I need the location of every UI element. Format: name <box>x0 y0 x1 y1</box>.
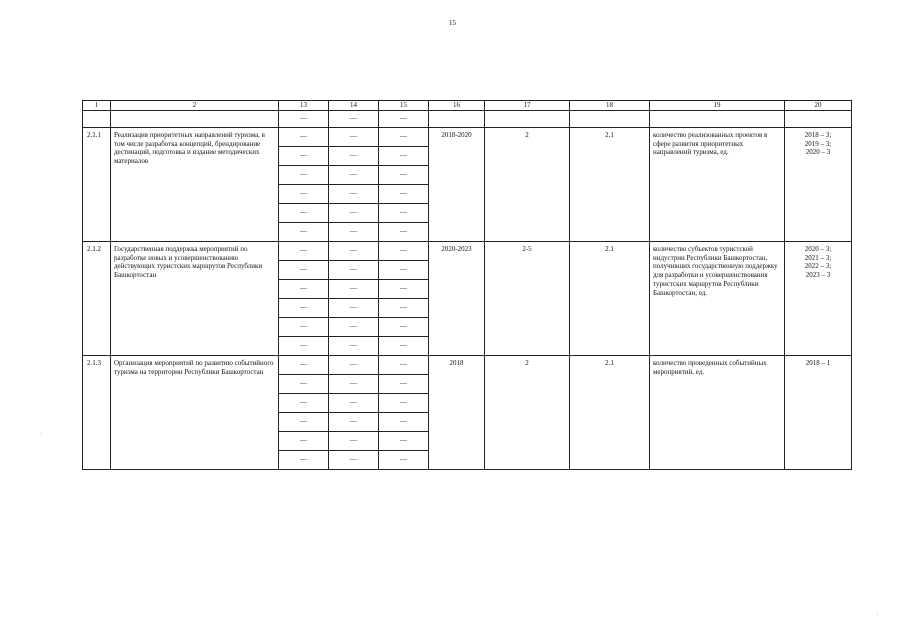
dash-cell: — <box>279 450 329 469</box>
item-col-18: 2.1 <box>570 127 650 241</box>
dash-cell: — <box>329 374 379 393</box>
dash-cell: — <box>279 336 329 355</box>
item-name: Государственная поддержка мероприятий по разработке новых и усовершенствованию действующих туристских маршрутов Республики Башкортостан <box>111 241 279 355</box>
dash-cell: — <box>379 317 429 336</box>
item-number: 2.1.2 <box>83 241 111 355</box>
dash-cell: — <box>279 298 329 317</box>
header-cell: 16 <box>429 101 485 111</box>
value-line: 2018 – 3; <box>804 130 832 139</box>
dash-cell: — <box>379 336 429 355</box>
header-cell: 2 <box>111 101 279 111</box>
dash-cell: — <box>379 203 429 222</box>
dash-cell: — <box>329 203 379 222</box>
dash-cell: — <box>379 355 429 374</box>
item-indicator: количество реализованных проектов в сфере развития приоритетных направлений туризма, ед. <box>650 127 785 241</box>
item-number: 2.1.1 <box>83 127 111 241</box>
dash-cell: — <box>329 336 379 355</box>
item-values <box>785 355 852 469</box>
item-values <box>785 241 852 355</box>
item-name: Организация мероприятий по развитию событийного туризма на территории Республики Башкортостан <box>111 355 279 469</box>
table-row <box>83 355 852 374</box>
dash-cell: — <box>279 110 329 127</box>
header-cell: 19 <box>650 101 785 111</box>
header-cell: 20 <box>785 101 852 111</box>
dash-cell: — <box>329 412 379 431</box>
dash-cell: — <box>279 203 329 222</box>
dash-cell: — <box>329 241 379 260</box>
item-col-17: 2 <box>485 127 570 241</box>
dash-cell: — <box>329 165 379 184</box>
value-line: 2018 – 1 <box>805 358 831 367</box>
value-line: 2020 – 3 <box>805 148 831 157</box>
dash-cell: — <box>279 222 329 241</box>
dash-cell: — <box>329 260 379 279</box>
dash-cell: — <box>379 127 429 146</box>
dash-cell: — <box>279 165 329 184</box>
item-col-17: 2 <box>485 355 570 469</box>
value-line: 2021 – 3; <box>804 253 832 262</box>
dash-cell: — <box>279 431 329 450</box>
item-period: 2018 <box>429 355 485 469</box>
item-values <box>785 127 852 241</box>
dash-cell: — <box>329 393 379 412</box>
item-name: Реализация приоритетных направлений туризма, в том числе разработка концепций, брендирование дестинаций, подготовка и издание методических материалов <box>111 127 279 241</box>
dash-cell: — <box>379 260 429 279</box>
header-cell: 18 <box>570 101 650 111</box>
dash-cell: — <box>279 317 329 336</box>
item-period: 2020-2023 <box>429 241 485 355</box>
header-cell: 17 <box>485 101 570 111</box>
dash-cell: — <box>379 241 429 260</box>
dash-cell: — <box>279 241 329 260</box>
page-number: 15 <box>449 19 456 27</box>
item-col-18: 2.1 <box>570 355 650 469</box>
dash-cell: — <box>329 298 379 317</box>
item-col-17: 2-5 <box>485 241 570 355</box>
dash-cell: — <box>329 222 379 241</box>
dash-cell: — <box>279 184 329 203</box>
dash-cell: — <box>379 450 429 469</box>
dash-cell: — <box>279 355 329 374</box>
dash-cell: — <box>329 317 379 336</box>
table-row <box>83 127 852 146</box>
dash-cell: — <box>379 374 429 393</box>
dash-cell: — <box>279 146 329 165</box>
item-indicator: количество проведенных событийных мероприятий, ед. <box>650 355 785 469</box>
value-line: 2023 – 3 <box>805 271 831 279</box>
dash-cell: — <box>379 412 429 431</box>
continuation-row <box>83 110 852 127</box>
dash-cell: — <box>329 279 379 298</box>
item-col-18: 2.1 <box>570 241 650 355</box>
dash-cell: — <box>329 184 379 203</box>
dash-cell: — <box>379 110 429 127</box>
dash-cell: — <box>329 127 379 146</box>
table-row <box>83 241 852 260</box>
header-cell: 14 <box>329 101 379 111</box>
item-number: 2.1.3 <box>83 355 111 469</box>
item-period: 2018-2020 <box>429 127 485 241</box>
dash-cell: — <box>329 110 379 127</box>
value-line: 2019 – 3; <box>804 139 832 148</box>
value-line: 2020 – 3; <box>804 244 832 253</box>
dash-cell: — <box>379 165 429 184</box>
header-row <box>83 101 852 111</box>
dash-cell: — <box>279 393 329 412</box>
dash-cell: — <box>279 127 329 146</box>
dash-cell: — <box>279 279 329 298</box>
dash-cell: — <box>329 146 379 165</box>
dash-cell: — <box>329 450 379 469</box>
header-cell: 15 <box>379 101 429 111</box>
dash-cell: — <box>379 146 429 165</box>
dash-cell: — <box>379 393 429 412</box>
dash-cell: — <box>379 184 429 203</box>
dash-cell: — <box>379 298 429 317</box>
header-cell: 13 <box>279 101 329 111</box>
margin-mark: : <box>877 612 879 618</box>
dash-cell: — <box>279 260 329 279</box>
dash-cell: — <box>379 431 429 450</box>
margin-mark: . <box>40 430 42 436</box>
header-cell: 1 <box>83 101 111 111</box>
dash-cell: — <box>329 355 379 374</box>
item-indicator: количество субъектов туристской индустрии Республики Башкортостан, получивших государственную поддержку для разработки и усовершенствования туристских маршрутов Республики Башкортостан, ед. <box>650 241 785 355</box>
dash-cell: — <box>279 412 329 431</box>
dash-cell: — <box>329 431 379 450</box>
value-line: 2022 – 3; <box>804 262 832 271</box>
program-table <box>82 100 852 470</box>
dash-cell: — <box>379 222 429 241</box>
dash-cell: — <box>279 374 329 393</box>
dash-cell: — <box>379 279 429 298</box>
